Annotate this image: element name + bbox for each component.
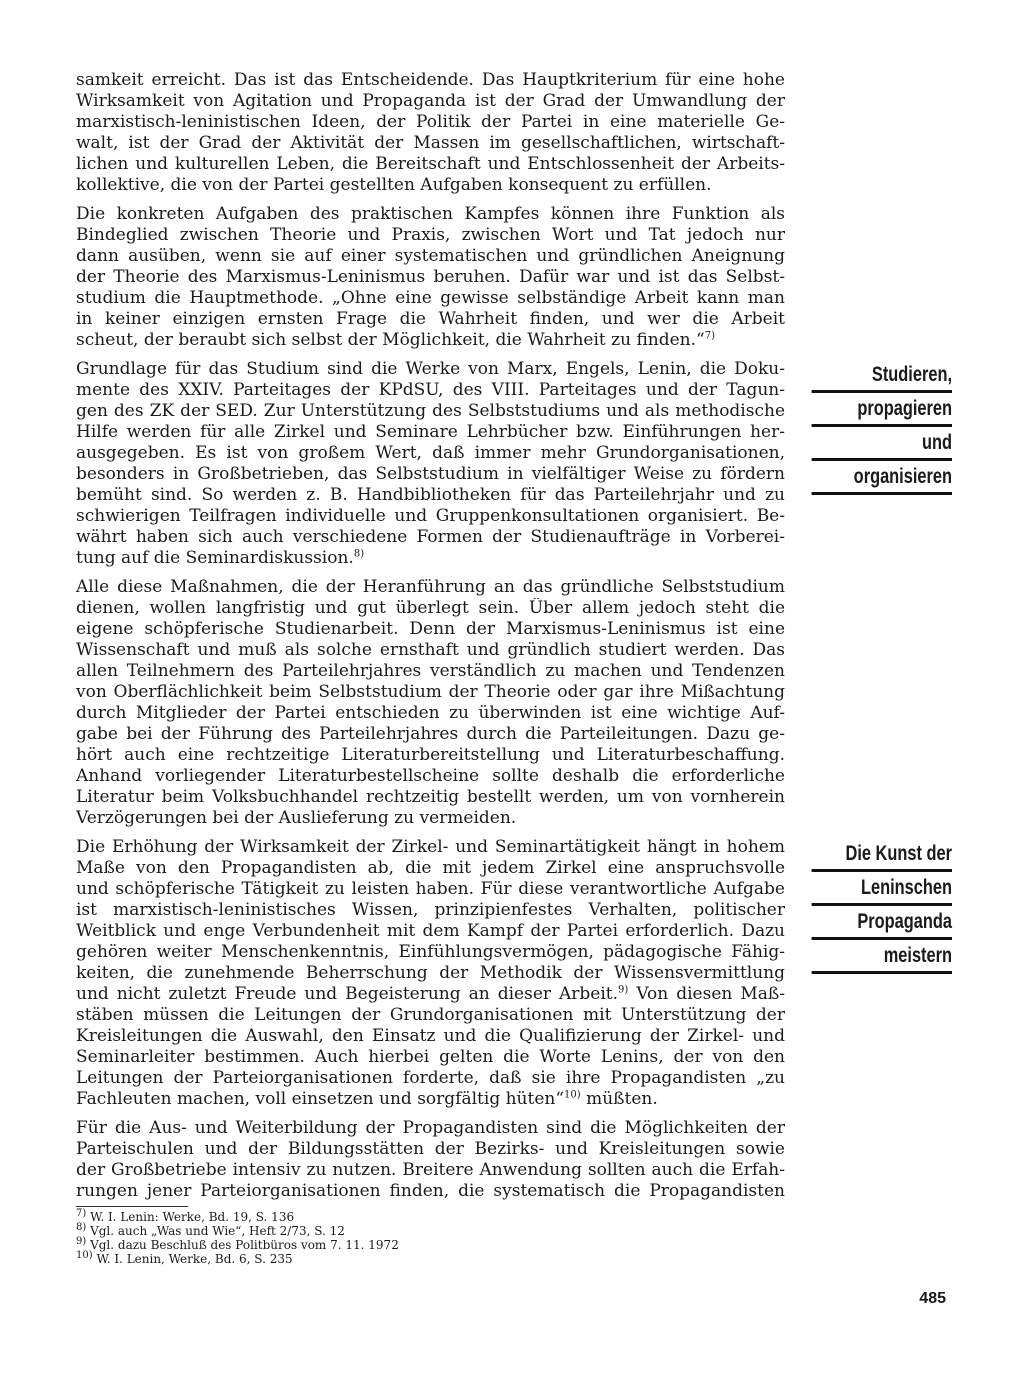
margin-note-line: Propaganda: [812, 906, 952, 940]
text-line: durch Mitglieder der Partei entschieden zu überwinden ist eine wichtige Auf-: [76, 703, 785, 723]
text-line: Alle diese Maßnahmen, die der Heranführung an das gründliche Selbststudium: [76, 577, 785, 597]
text-line: Wissenschaft und muß als solche ernsthaft und gründlich studiert werden. Das: [76, 640, 785, 660]
margin-note-kunst: [812, 838, 952, 974]
margin-note-studieren: [812, 359, 952, 495]
text-line: gehören weiter Menschenkenntnis, Einfühlungsvermögen, pädagogische Fähig-: [76, 942, 785, 962]
text-line: scheut, der beraubt sich selbst der Möglichkeit, die Wahrheit zu finden.“$^{7)}$: [76, 330, 715, 350]
text-line: in keiner einzigen ernsten Frage die Wahrheit finden, und wer die Arbeit: [76, 309, 785, 329]
footnote-marker: 7): [704, 330, 715, 342]
text-line: dienen, wollen langfristig und gut überlegt sein. Über allem jedoch steht die: [76, 598, 785, 618]
text-line: lichen und kulturellen Leben, die Bereitschaft und Entschlossenheit der Arbeits-: [76, 154, 785, 174]
text-line: Seminarleiter bestimmen. Auch hierbei gelten die Worte Lenins, der von den: [76, 1047, 785, 1067]
text-line: marxistisch-leninistischen Ideen, der Politik der Partei in eine materielle Ge-: [76, 112, 785, 132]
footnote-marker: 9): [618, 984, 629, 996]
text-line: Kreisleitungen die Auswahl, den Einsatz und die Qualifizierung der Zirkel- und: [76, 1026, 785, 1046]
text-line: Weitblick und enge Verbundenheit mit dem Kampf der Partei erforderlich. Dazu: [76, 921, 785, 941]
text-line: allen Teilnehmern des Parteilehrjahres verständlich zu machen und Tendenzen: [76, 661, 785, 681]
text-line: ist marxistisch-leninistisches Wissen, prinzipienfestes Verhalten, politischer: [76, 900, 785, 920]
footnote-marker: 10): [564, 1089, 581, 1101]
footnote-marker: 8): [353, 548, 365, 560]
text-line: Die konkreten Aufgaben des praktischen Kampfes können ihre Funktion als: [76, 204, 785, 224]
text-line: Bindeglied zwischen Theorie und Praxis, zwischen Wort und Tat jedoch nur: [76, 225, 785, 245]
text-line: gen des ZK der SED. Zur Unterstützung des Selbststudiums und als methodische: [76, 401, 785, 421]
text-line: ausgegeben. Es ist von großem Wert, daß immer mehr Grundorganisationen,: [76, 443, 785, 463]
text-line: Für die Aus- und Weiterbildung der Propagandisten sind die Möglichkeiten der: [76, 1118, 785, 1138]
text-line: eigene schöpferische Studienarbeit. Denn der Marxismus-Leninismus ist eine: [76, 619, 785, 639]
footnote-number: 9): [76, 1236, 87, 1247]
margin-note-line: Leninschen: [812, 872, 952, 906]
text-line: bemüht sind. So werden z. B. Handbibliotheken für das Parteilehrjahr und zu: [76, 485, 785, 505]
text-line: Maße von den Propagandisten ab, die mit jedem Zirkel eine anspruchsvolle: [76, 858, 785, 878]
text-line: Die Erhöhung der Wirksamkeit der Zirkel- und Seminartätigkeit hängt in hohem: [76, 837, 785, 857]
text-line: besonders in Großbetrieben, das Selbststudium in vielfältiger Weise zu fördern: [76, 464, 785, 484]
text-line: und schöpferische Tätigkeit zu leisten haben. Für diese verantwortliche Aufgabe: [76, 879, 785, 899]
text-line: keiten, die zunehmende Beherrschung der Methodik der Wissensvermittlung: [76, 963, 785, 983]
text-line: Fachleuten machen, voll einsetzen und sorgfältig hüten“$^{10)}$ müßten.: [76, 1089, 658, 1109]
footnote-rule: [76, 1206, 188, 1207]
text-line: walt, ist der Grad der Aktivität der Massen im gesellschaftlichen, wirtschaft-: [76, 133, 785, 153]
text-line: der Großbetriebe intensiv zu nutzen. Breitere Anwendung sollten auch die Erfah-: [76, 1160, 785, 1180]
text-line: von Oberflächlichkeit beim Selbststudium der Theorie oder gar ihre Mißachtung: [76, 682, 785, 702]
footnote-number: 8): [76, 1222, 87, 1233]
text-line: Verzögerungen bei der Auslieferung zu vermeiden.: [76, 808, 517, 828]
footnote-number: 10): [76, 1250, 93, 1261]
footnote-number: 7): [76, 1208, 87, 1219]
footnote: $^{8)}$ Vgl. auch „Was und Wie“, Heft 2/73, S. 12: [76, 1222, 345, 1238]
text-line: Leitungen der Parteiorganisationen forderte, daß sie ihre Propagandisten „zu: [76, 1068, 785, 1088]
text-line: Hilfe werden für alle Zirkel und Seminare Lehrbücher bzw. Einführungen her-: [76, 422, 785, 442]
footnote: $^{9)}$ Vgl. dazu Beschluß des Politbüros vom 7. 11. 1972: [76, 1236, 399, 1252]
text-line: Literatur beim Volksbuchhandel rechtzeitig bestellt werden, um von vornherein: [76, 787, 785, 807]
footnote: $^{7)}$ W. I. Lenin: Werke, Bd. 19, S. 136: [76, 1208, 295, 1224]
text-line: der Theorie des Marxismus-Leninismus beruhen. Dafür war und ist das Selbst-: [76, 267, 785, 287]
text-line: Anhand vorliegender Literaturbestellscheine sollte deshalb die erforderliche: [76, 766, 785, 786]
text-line: studium die Hauptmethode. „Ohne eine gewisse selbständige Arbeit kann man: [76, 288, 785, 308]
margin-note-line: und: [812, 427, 952, 461]
page-number: 485: [919, 1290, 946, 1307]
text-line: dann ausüben, wenn sie auf einer systematischen und gründlichen Aneignung: [76, 246, 785, 266]
margin-note-line: Die Kunst der: [812, 838, 952, 872]
text-line: Grundlage für das Studium sind die Werke von Marx, Engels, Lenin, die Doku-: [76, 359, 785, 379]
margin-note-line: Studieren,: [812, 359, 952, 393]
text-line: hört auch eine rechtzeitige Literaturbereitstellung und Literaturbeschaffung.: [76, 745, 785, 765]
text-line: Parteischulen und der Bildungsstätten der Bezirks- und Kreisleitungen sowie: [76, 1139, 785, 1159]
text-line: stäben müssen die Leitungen der Grundorganisationen mit Unterstützung der: [76, 1005, 785, 1025]
text-line: schwierigen Teilfragen individuelle und Gruppenkonsultationen organisiert. Be-: [76, 506, 785, 526]
margin-note-line: meistern: [812, 940, 952, 974]
text-line: tung auf die Seminardiskussion.$^{8)}$: [76, 548, 365, 568]
text-line: Wirksamkeit von Agitation und Propaganda ist der Grad der Umwandlung der: [76, 91, 785, 111]
text-line: samkeit erreicht. Das ist das Entscheidende. Das Hauptkriterium für eine hohe: [76, 70, 785, 90]
text-line: währt haben sich auch verschiedene Formen der Studienaufträge in Vorberei-: [76, 527, 785, 547]
text-line: mente des XXIV. Parteitages der KPdSU, des VIII. Parteitages und der Tagun-: [76, 380, 785, 400]
text-line: rungen jener Parteiorganisationen finden, die systematisch die Propagandisten: [76, 1181, 785, 1201]
text-line: kollektive, die von der Partei gestellten Aufgaben konsequent zu erfüllen.: [76, 175, 712, 195]
footnote: $^{10)}$ W. I. Lenin, Werke, Bd. 6, S. 235: [76, 1250, 293, 1266]
text-line: und nicht zuletzt Freude und Begeisterung an dieser Arbeit.$^{9)}$ Von diesen Maß-: [76, 984, 785, 1004]
text-line: gabe bei der Führung des Parteilehrjahres durch die Parteileitungen. Dazu ge-: [76, 724, 785, 744]
margin-note-line: organisieren: [812, 461, 952, 495]
margin-note-line: propagieren: [812, 393, 952, 427]
